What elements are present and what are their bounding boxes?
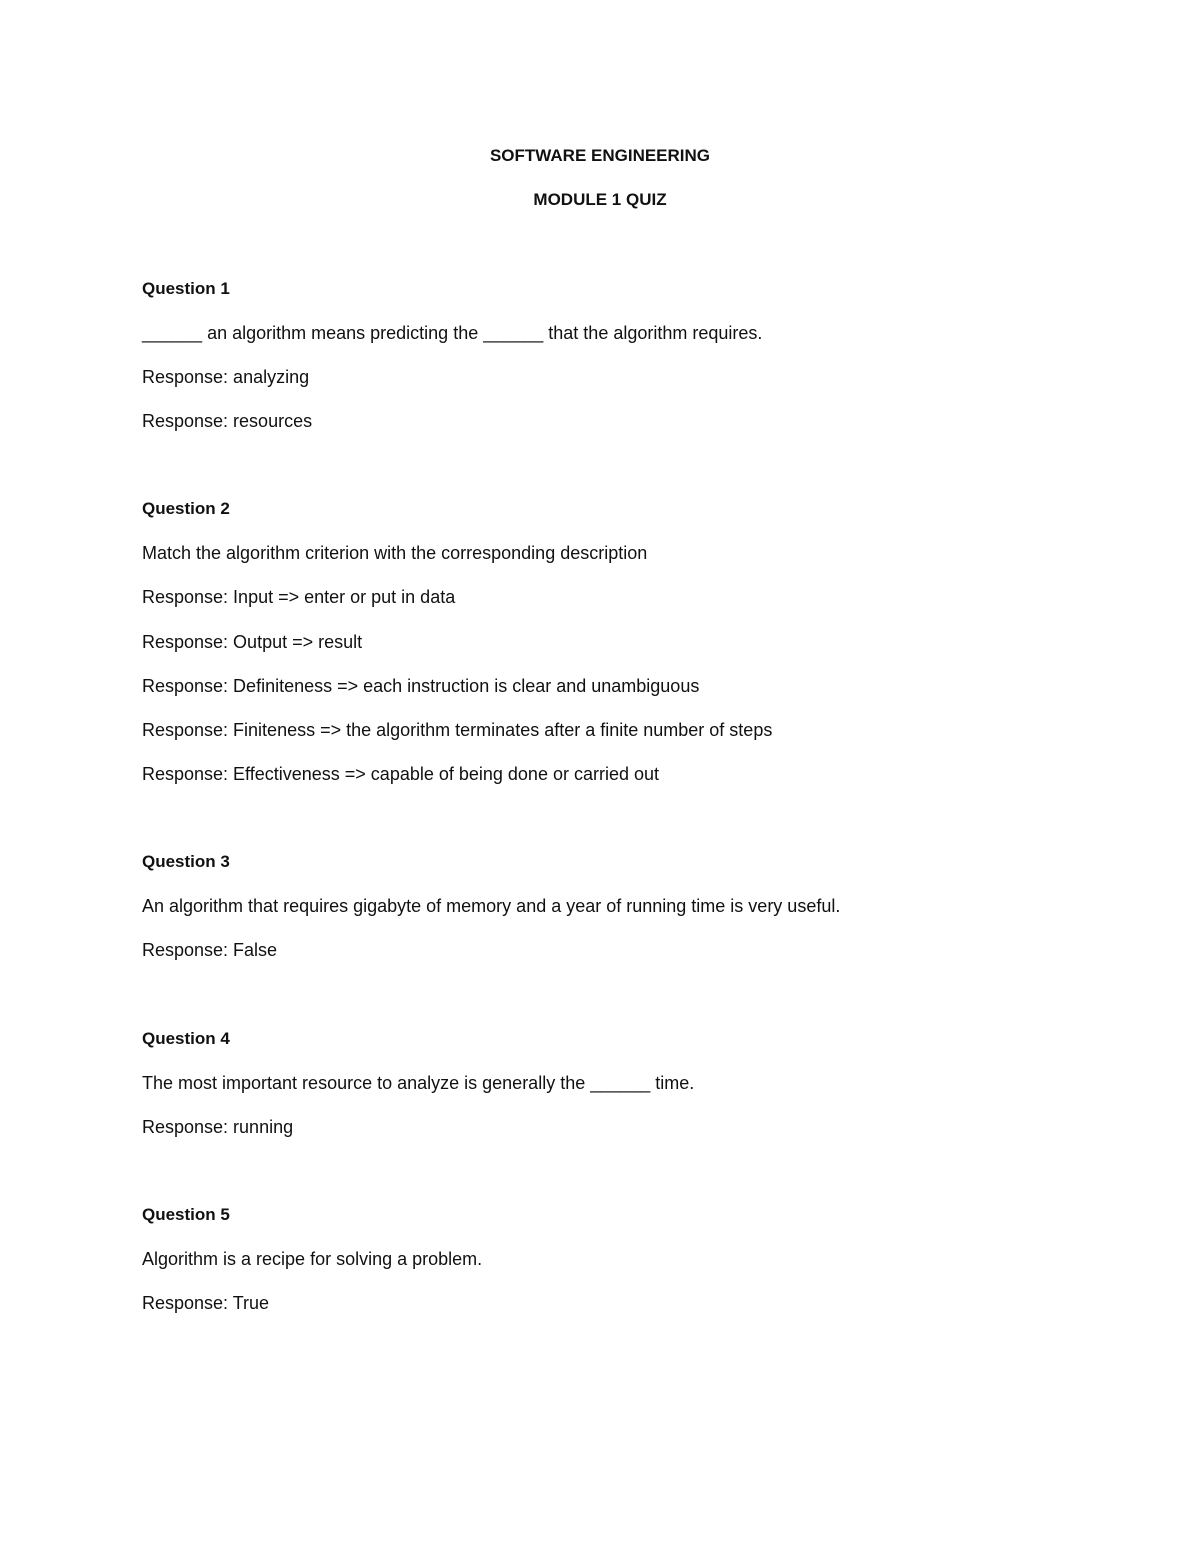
question-5-heading: Question 5 xyxy=(142,1205,230,1224)
question-5-response-1: Response: True xyxy=(142,1293,270,1313)
question-2-response-1: Response: Input => enter or put in data xyxy=(142,587,456,607)
question-1-response-1: Response: analyzing xyxy=(142,367,310,387)
question-2-response-2: Response: Output => result xyxy=(142,632,363,652)
question-4-response-1: Response: running xyxy=(142,1117,294,1137)
question-2-response-4: Response: Finiteness => the algorithm terminates after a finite number of steps xyxy=(142,720,773,740)
question-2-prompt: Match the algorithm criterion with the corresponding description xyxy=(142,543,648,563)
question-1-prompt: ______ an algorithm means predicting the ______ that the algorithm requires. xyxy=(142,323,763,343)
question-2-heading: Question 2 xyxy=(142,499,230,518)
question-3-response-1: Response: False xyxy=(142,940,278,960)
question-4-heading: Question 4 xyxy=(142,1029,230,1048)
question-1-response-2: Response: resources xyxy=(142,411,313,431)
question-3-heading: Question 3 xyxy=(142,852,230,871)
question-3-prompt: An algorithm that requires gigabyte of memory and a year of running time is very useful. xyxy=(142,896,841,916)
question-4-prompt: The most important resource to analyze is generally the ______ time. xyxy=(142,1073,695,1093)
question-1-heading: Question 1 xyxy=(142,279,230,298)
question-2-response-3: Response: Definiteness => each instruction is clear and unambiguous xyxy=(142,676,700,696)
question-5-prompt: Algorithm is a recipe for solving a problem. xyxy=(142,1249,483,1269)
document-title: SOFTWARE ENGINEERING xyxy=(489,146,711,165)
document-subtitle: MODULE 1 QUIZ xyxy=(533,190,667,209)
question-2-response-5: Response: Effectiveness => capable of being done or carried out xyxy=(142,764,660,784)
